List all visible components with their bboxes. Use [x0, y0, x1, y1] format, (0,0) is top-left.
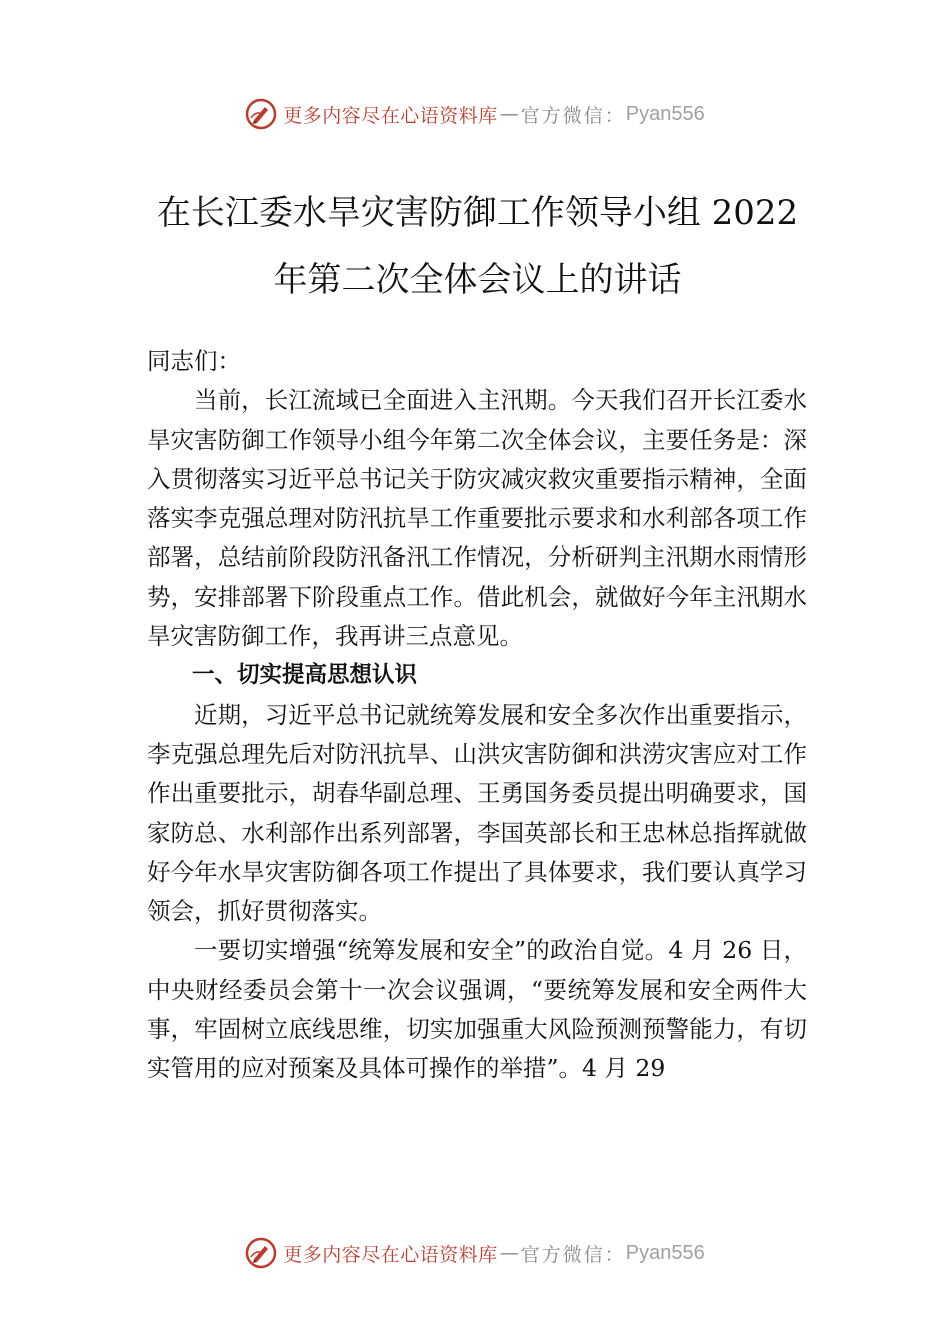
banner-wechat-id: Pyan556 [625, 102, 705, 125]
banner-wechat-label: 官方微信： [520, 1243, 626, 1266]
header-banner [0, 94, 950, 134]
banner-wechat-id: Pyan556 [625, 1241, 705, 1264]
pen-logo-icon [245, 98, 277, 130]
section-heading: 一、切实提高思想认识 [192, 662, 418, 689]
banner-main-text: 更多内容尽在心语资料库 [283, 1243, 498, 1266]
intro-paragraph: 当前，长江流域已全面进入主汛期。今天我们召开长江委水旱灾害防御工作领导小组今年第二次全体会议，主要任务是：深入贯彻落实习近平总书记关于防灾减灾救灾重要指示精神，全面落实李克强总理对防汛抗旱工作重要批示要求和水利部各项工作部署，总结前阶段防汛备汛工作情况，分析研判主汛期水雨情形势，安排部署下阶段重点工作。借此机会，就做好今年主汛期水旱灾害防御工作，我再讲三点意见。 [147, 386, 807, 651]
pen-logo-icon [245, 1237, 277, 1269]
section-paragraph: 一要切实增强“统筹发展和安全”的政治自觉。4 月 26 日，中央财经委员会第十一次会议强调，“要统筹发展和安全两件大事，牢固树立底线思维，切实加强重大风险预测预警能力，有切实管用的应对预案及具体可操作的举措”。4 月 29 [147, 936, 807, 1083]
banner-dash: — [499, 1242, 519, 1264]
banner-main-text: 更多内容尽在心语资料库 [283, 104, 498, 127]
salutation: 同志们： [147, 347, 241, 375]
document-body [147, 342, 807, 1089]
section-paragraph: 近期，习近平总书记就统筹发展和安全多次作出重要指示，李克强总理先后对防汛抗旱、山洪灾害防御和洪涝灾害应对工作作出重要批示，胡春华副总理、王勇国务委员提出明确要求，国家防总、水利部作出系列部署，李国英部长和王忠林总指挥就做好今年水旱灾害防御各项工作提出了具体要求，我们要认真学习领会，抓好贯彻落实。 [147, 700, 807, 926]
document-title: 在长江委水旱灾害防御工作领导小组 2022 年第二次全体会议上的讲话 [156, 193, 799, 300]
footer-banner [0, 1233, 950, 1273]
banner-wechat-label: 官方微信： [520, 104, 626, 127]
banner-dash: — [499, 103, 519, 125]
